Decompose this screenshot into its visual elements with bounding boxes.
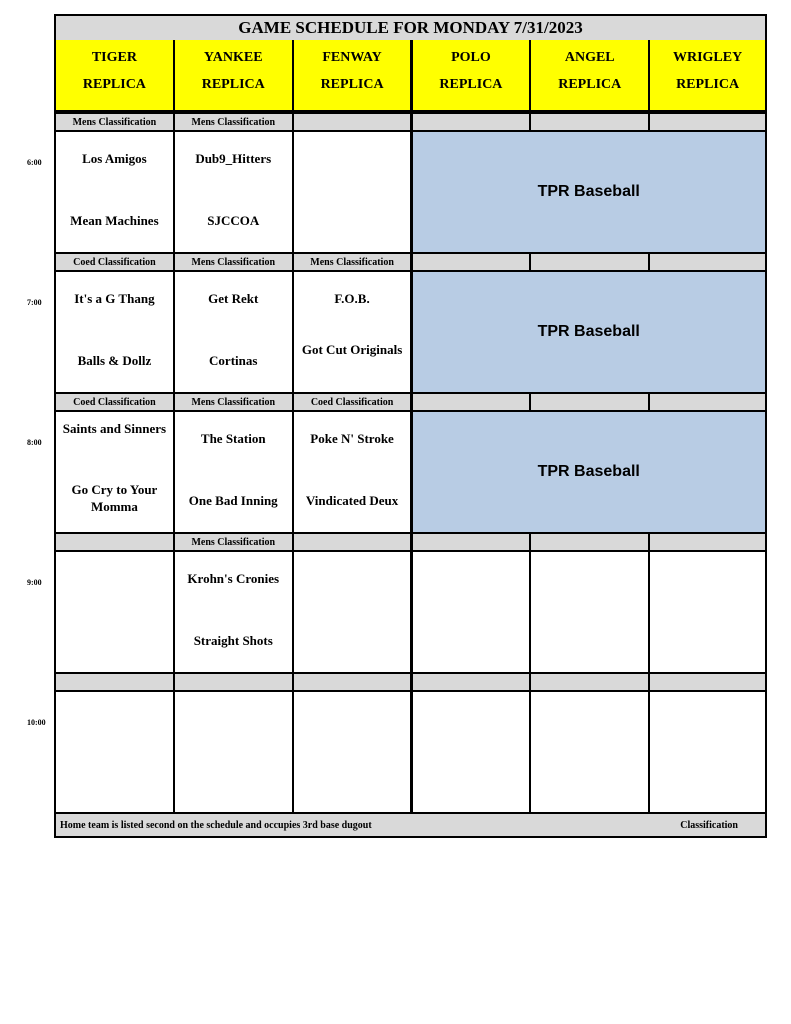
classification-cell: Mens Classification [173, 532, 294, 552]
classification-cell: Coed Classification [292, 392, 413, 412]
game-slot [173, 550, 294, 674]
time-label: 10:00 [27, 718, 46, 727]
game-slot [173, 690, 294, 814]
game-slot [648, 550, 767, 674]
away-team: Los Amigos [82, 151, 147, 166]
away-team: Saints and Sinners [62, 421, 167, 436]
classification-cell [411, 112, 532, 132]
field-subtitle: REPLICA [558, 77, 622, 92]
field-name: POLO [451, 50, 491, 65]
time-label: 6:00 [27, 158, 42, 167]
classification-cell: Mens Classification [173, 392, 294, 412]
home-team: Balls & Dollz [77, 353, 152, 368]
game-slot [173, 270, 294, 394]
home-team: Got Cut Originals [301, 342, 403, 357]
classification-cell [292, 112, 413, 132]
classification-cell: Coed Classification [54, 392, 175, 412]
classification-cell [54, 532, 175, 552]
footer-bar [54, 812, 767, 838]
footer-label: Classification [680, 820, 738, 831]
field-header-yankee [173, 40, 294, 112]
field-name: ANGEL [564, 50, 615, 65]
classification-cell [54, 672, 175, 692]
classification-cell: Mens Classification [54, 112, 175, 132]
game-slot [292, 550, 413, 674]
classification-cell [529, 112, 650, 132]
game-slot [411, 690, 532, 814]
home-team: Go Cry to Your Momma [71, 482, 158, 514]
field-subtitle: REPLICA [320, 77, 384, 92]
classification-cell [292, 532, 413, 552]
classification-cell [648, 532, 767, 552]
field-name: FENWAY [322, 50, 382, 65]
field-header-polo [411, 40, 532, 112]
away-team: Dub9_Hitters [195, 151, 272, 166]
field-name: TIGER [91, 50, 137, 65]
classification-cell [411, 252, 532, 272]
classification-cell [648, 672, 767, 692]
game-slot [292, 690, 413, 814]
away-team: Get Rekt [208, 291, 259, 306]
away-team: F.O.B. [334, 291, 370, 306]
game-slot [648, 690, 767, 814]
game-slot [529, 690, 650, 814]
field-subtitle: REPLICA [201, 77, 265, 92]
field-header-wrigley [648, 40, 767, 112]
game-slot [173, 130, 294, 254]
field-header-fenway [292, 40, 413, 112]
classification-cell [529, 532, 650, 552]
home-team: Vindicated Deux [305, 493, 399, 508]
away-team: The Station [200, 431, 266, 446]
away-team: Poke N' Stroke [310, 431, 394, 446]
away-team: It's a G Thang [74, 291, 155, 306]
classification-cell [529, 252, 650, 272]
field-name: YANKEE [203, 50, 263, 65]
home-team: SJCCOA [207, 213, 260, 228]
game-slot [54, 690, 175, 814]
home-team: One Bad Inning [188, 493, 278, 508]
home-team: Straight Shots [193, 633, 273, 648]
field-subtitle: REPLICA [82, 77, 146, 92]
classification-cell [648, 252, 767, 272]
field-header-tiger [54, 40, 175, 112]
game-slot [292, 130, 413, 254]
time-label: 8:00 [27, 438, 42, 447]
field-subtitle: REPLICA [676, 77, 740, 92]
field-subtitle: REPLICA [439, 77, 503, 92]
footer-note: Home team is listed second on the schedule and occupies 3rd base dugout [60, 820, 372, 831]
classification-cell [648, 112, 767, 132]
game-slot [173, 410, 294, 534]
classification-cell: Coed Classification [54, 252, 175, 272]
classification-cell [411, 672, 532, 692]
classification-cell [529, 672, 650, 692]
reserved-block: TPR Baseball [411, 270, 768, 394]
home-team: Mean Machines [70, 213, 159, 228]
schedule-title: GAME SCHEDULE FOR MONDAY 7/31/2023 [54, 14, 767, 42]
classification-cell: Mens Classification [173, 252, 294, 272]
time-label: 7:00 [27, 298, 42, 307]
game-slot [292, 410, 413, 534]
classification-cell [411, 532, 532, 552]
reserved-block: TPR Baseball [411, 410, 768, 534]
classification-cell [648, 392, 767, 412]
game-slot [54, 130, 175, 254]
game-slot [54, 410, 175, 534]
classification-cell: Mens Classification [173, 112, 294, 132]
classification-cell [173, 672, 294, 692]
classification-cell [292, 672, 413, 692]
game-slot [292, 270, 413, 394]
classification-cell [411, 392, 532, 412]
game-slot [54, 550, 175, 674]
field-header-angel [529, 40, 650, 112]
home-team: Cortinas [209, 353, 258, 368]
classification-cell [529, 392, 650, 412]
game-slot [411, 550, 532, 674]
classification-cell: Mens Classification [292, 252, 413, 272]
game-slot [529, 550, 650, 674]
away-team: Krohn's Cronies [187, 571, 280, 586]
game-slot [54, 270, 175, 394]
time-label: 9:00 [27, 578, 42, 587]
field-name: WRIGLEY [672, 50, 743, 65]
reserved-block: TPR Baseball [411, 130, 768, 254]
